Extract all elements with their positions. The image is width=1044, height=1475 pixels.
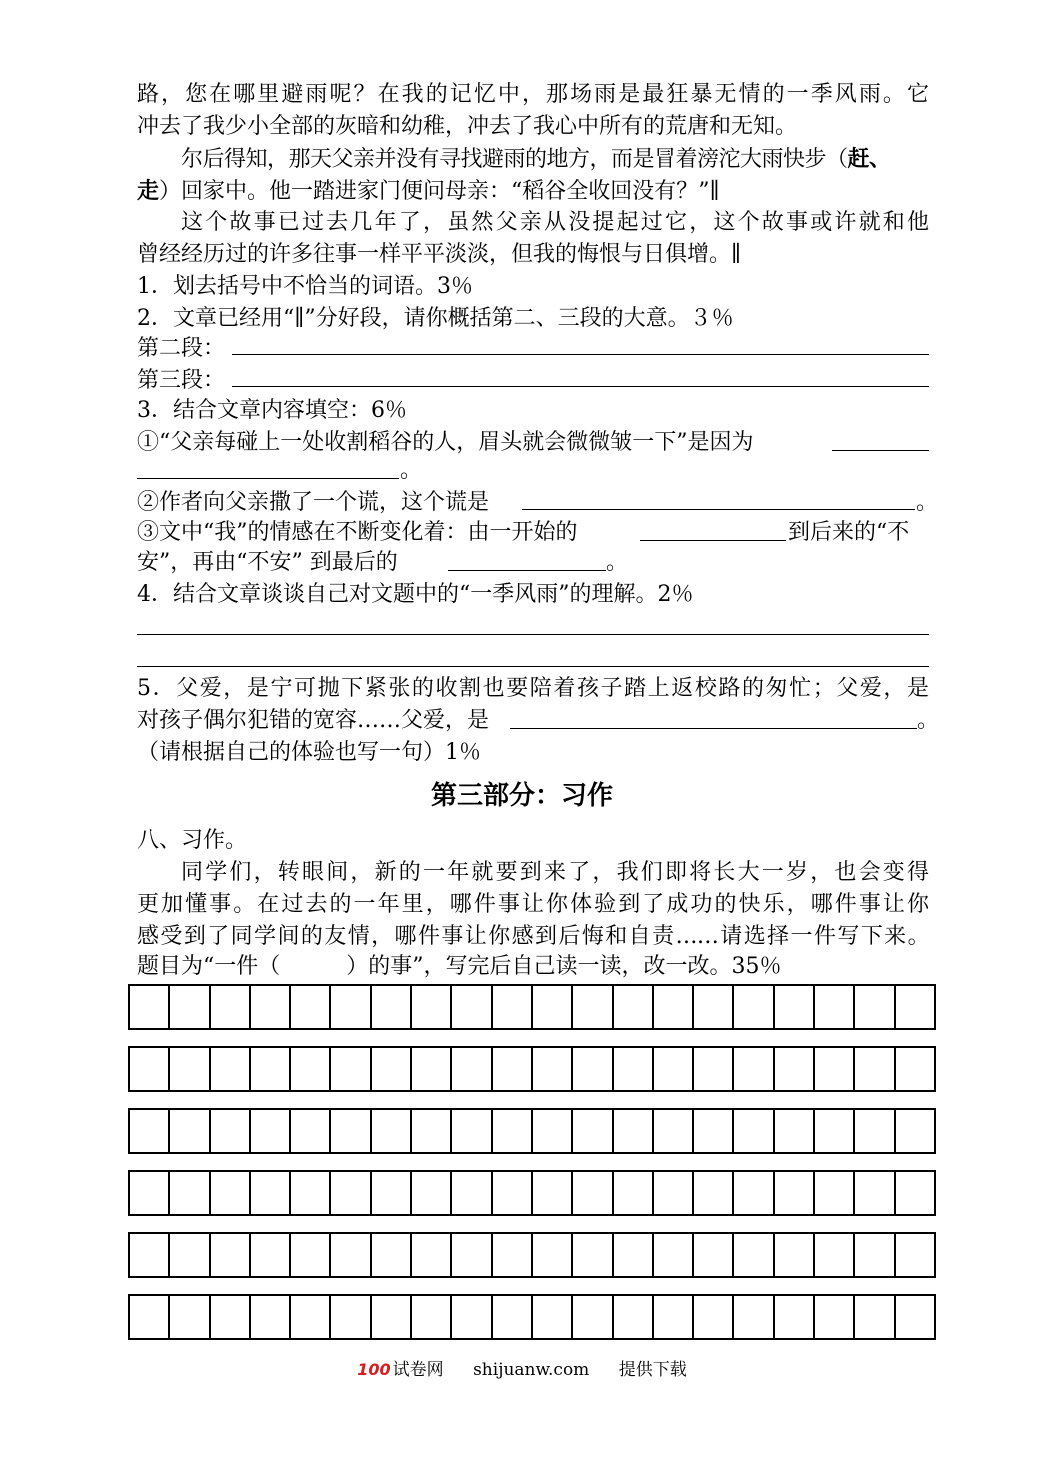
question-5: 5．父爱，是宁可抛下紧张的收割也要陪着孩子踏上返校路的匆忙；父爱，是 bbox=[137, 676, 929, 701]
grid-cell[interactable] bbox=[654, 986, 694, 1030]
grid-cell[interactable] bbox=[331, 1172, 371, 1216]
grid-cell[interactable] bbox=[331, 1234, 371, 1278]
grid-cell[interactable] bbox=[896, 1110, 936, 1154]
question-3-2 bbox=[137, 488, 929, 518]
grid-cell[interactable] bbox=[291, 1172, 331, 1216]
grid-cell[interactable] bbox=[493, 1296, 533, 1340]
grid-cell[interactable] bbox=[533, 1110, 573, 1154]
grid-cell[interactable] bbox=[694, 1172, 734, 1216]
grid-cell[interactable] bbox=[452, 1048, 492, 1092]
grid-cell[interactable] bbox=[896, 1296, 936, 1340]
prompt-line: 题目为“一件（ ）的事”，写完后自己读一读，改一改。35％ bbox=[137, 954, 782, 979]
grid-cell[interactable] bbox=[170, 986, 210, 1030]
grid-cell[interactable] bbox=[896, 1172, 936, 1216]
grid-cell[interactable] bbox=[130, 1172, 170, 1216]
footer bbox=[0, 1358, 1044, 1382]
grid-cell[interactable] bbox=[533, 1296, 573, 1340]
q3-2-text: ②作者向父亲撒了一个谎，这个谎是 bbox=[137, 490, 490, 515]
q3-1-text: ①“父亲每碰上一处收割稻谷的人，眉头就会微微皱一下”是因为 bbox=[137, 430, 754, 455]
grid-cell[interactable] bbox=[573, 1110, 613, 1154]
grid-cell[interactable] bbox=[855, 1110, 895, 1154]
grid-cell[interactable] bbox=[734, 1296, 774, 1340]
grid-cell[interactable] bbox=[855, 1234, 895, 1278]
grid-cell[interactable] bbox=[694, 1048, 734, 1092]
grid-cell[interactable] bbox=[130, 1296, 170, 1340]
grid-cell[interactable] bbox=[493, 1172, 533, 1216]
question-3: 3．结合文章内容填空：6％ bbox=[137, 398, 407, 423]
grid-cell[interactable] bbox=[211, 1110, 251, 1154]
grid-cell[interactable] bbox=[896, 1234, 936, 1278]
answer-line[interactable] bbox=[832, 450, 929, 451]
grid-cell[interactable] bbox=[614, 1110, 654, 1154]
question-5-cont bbox=[137, 706, 929, 736]
q5-text: 对孩子偶尔犯错的宽容……父爱，是 bbox=[137, 708, 490, 733]
question-3-1 bbox=[137, 428, 929, 458]
q3-2-end: 。 bbox=[916, 490, 939, 515]
grid-cell[interactable] bbox=[734, 986, 774, 1030]
grid-row bbox=[128, 1170, 936, 1216]
grid-row bbox=[128, 1232, 936, 1278]
grid-cell[interactable] bbox=[896, 1048, 936, 1092]
logo-mark: 100 bbox=[357, 1360, 391, 1379]
grid-cell[interactable] bbox=[815, 1048, 855, 1092]
grid-cell[interactable] bbox=[251, 1296, 291, 1340]
q3-3-text: ③文中“我”的情感在不断变化着：由一开始的 bbox=[137, 520, 578, 545]
grid-cell[interactable] bbox=[452, 1296, 492, 1340]
logo-text: 试卷网 bbox=[392, 1360, 444, 1380]
grid-cell[interactable] bbox=[412, 1234, 452, 1278]
grid-cell[interactable] bbox=[815, 1296, 855, 1340]
grid-cell[interactable] bbox=[452, 986, 492, 1030]
passage-line: 曾经经历过的许多往事一样平平淡淡，但我的悔恨与日俱增。∥ bbox=[137, 242, 742, 267]
passage-line bbox=[137, 144, 929, 175]
passage-line bbox=[137, 176, 929, 207]
grid-cell[interactable] bbox=[372, 1110, 412, 1154]
grid-cell[interactable] bbox=[493, 1110, 533, 1154]
question-4: 4．结合文章谈谈自己对文题中的“一季风雨”的理解。2％ bbox=[137, 582, 694, 607]
grid-cell[interactable] bbox=[251, 1048, 291, 1092]
answer-line[interactable] bbox=[232, 386, 929, 387]
grid-cell[interactable] bbox=[654, 1296, 694, 1340]
grid-cell[interactable] bbox=[291, 1048, 331, 1092]
choice-word: 走 bbox=[137, 178, 160, 204]
passage-line: 冲去了我少小全部的灰暗和幼稚，冲去了我心中所有的荒唐和无知。 bbox=[137, 114, 798, 139]
answer-line[interactable] bbox=[448, 570, 606, 571]
grid-cell[interactable] bbox=[412, 986, 452, 1030]
grid-cell[interactable] bbox=[211, 986, 251, 1030]
grid-cell[interactable] bbox=[291, 1296, 331, 1340]
grid-cell[interactable] bbox=[694, 1234, 734, 1278]
grid-cell[interactable] bbox=[855, 1048, 895, 1092]
para2-label: 第二段： bbox=[137, 336, 226, 361]
grid-cell[interactable] bbox=[170, 1296, 210, 1340]
grid-cell[interactable] bbox=[775, 1234, 815, 1278]
grid-cell[interactable] bbox=[251, 1110, 291, 1154]
grid-cell[interactable] bbox=[775, 1110, 815, 1154]
grid-cell[interactable] bbox=[815, 1234, 855, 1278]
grid-cell[interactable] bbox=[815, 1172, 855, 1216]
grid-cell[interactable] bbox=[573, 1296, 613, 1340]
grid-row bbox=[128, 1046, 936, 1092]
question-3-3-cont: 安”，再由“不安” 到最后的 bbox=[137, 550, 398, 575]
grid-cell[interactable] bbox=[734, 1048, 774, 1092]
grid-cell[interactable] bbox=[331, 1048, 371, 1092]
grid-cell[interactable] bbox=[170, 1234, 210, 1278]
section-heading: 第三部分：习作 bbox=[430, 781, 613, 811]
answer-line[interactable] bbox=[640, 540, 786, 541]
grid-cell[interactable] bbox=[211, 1048, 251, 1092]
grid-cell[interactable] bbox=[694, 986, 734, 1030]
grid-cell[interactable] bbox=[614, 986, 654, 1030]
grid-cell[interactable] bbox=[694, 1296, 734, 1340]
grid-row bbox=[128, 984, 936, 1030]
question-5-note: （请根据自己的体验也写一句）1％ bbox=[137, 740, 481, 765]
grid-cell[interactable] bbox=[412, 1172, 452, 1216]
grid-cell[interactable] bbox=[614, 1172, 654, 1216]
grid-row bbox=[128, 1108, 936, 1154]
prompt-line: 同学们，转眼间，新的一年就要到来了，我们即将长大一岁，也会变得 bbox=[181, 860, 929, 885]
grid-cell[interactable] bbox=[573, 1172, 613, 1216]
grid-cell[interactable] bbox=[372, 1296, 412, 1340]
grid-cell[interactable] bbox=[654, 1172, 694, 1216]
grid-cell[interactable] bbox=[654, 1234, 694, 1278]
grid-cell[interactable] bbox=[694, 1110, 734, 1154]
grid-cell[interactable] bbox=[412, 1296, 452, 1340]
grid-cell[interactable] bbox=[452, 1172, 492, 1216]
grid-cell[interactable] bbox=[815, 986, 855, 1030]
grid-cell[interactable] bbox=[654, 1110, 694, 1154]
grid-cell[interactable] bbox=[533, 1234, 573, 1278]
grid-cell[interactable] bbox=[533, 1048, 573, 1092]
site-url[interactable]: shijuanw.com bbox=[473, 1360, 590, 1380]
passage-text: 尔后得知，那天父亲并没有寻找避雨的地方，而是冒着滂沱大雨快步（ bbox=[181, 147, 848, 172]
grid-cell[interactable] bbox=[573, 1234, 613, 1278]
passage-line: 路，您在哪里避雨呢？在我的记忆中，那场雨是最狂暴无情的一季风雨。它 bbox=[137, 82, 929, 107]
grid-cell[interactable] bbox=[372, 986, 412, 1030]
grid-cell[interactable] bbox=[734, 1172, 774, 1216]
passage-text: ）回家中。他一踏进家门便问母亲：“稻谷全收回没有？”∥ bbox=[159, 179, 720, 204]
question-1: 1．划去括号中不恰当的词语。3％ bbox=[137, 274, 473, 299]
grid-cell[interactable] bbox=[493, 1234, 533, 1278]
answer-line[interactable] bbox=[510, 728, 917, 729]
para3-label: 第三段： bbox=[137, 368, 226, 393]
grid-cell[interactable] bbox=[170, 1110, 210, 1154]
grid-cell[interactable] bbox=[775, 986, 815, 1030]
grid-cell[interactable] bbox=[251, 986, 291, 1030]
grid-cell[interactable] bbox=[493, 986, 533, 1030]
grid-cell[interactable] bbox=[251, 1172, 291, 1216]
question-2: 2．文章已经用“∥”分好段，请你概括第二、三段的大意。３％ bbox=[137, 306, 734, 331]
grid-cell[interactable] bbox=[775, 1048, 815, 1092]
grid-cell[interactable] bbox=[130, 986, 170, 1030]
grid-cell[interactable] bbox=[614, 1048, 654, 1092]
grid-cell[interactable] bbox=[533, 986, 573, 1030]
grid-cell[interactable] bbox=[251, 1234, 291, 1278]
grid-cell[interactable] bbox=[775, 1296, 815, 1340]
grid-cell[interactable] bbox=[291, 1234, 331, 1278]
grid-cell[interactable] bbox=[372, 1234, 412, 1278]
grid-cell[interactable] bbox=[130, 1234, 170, 1278]
answer-line[interactable] bbox=[137, 478, 399, 479]
grid-cell[interactable] bbox=[734, 1110, 774, 1154]
grid-cell[interactable] bbox=[573, 1048, 613, 1092]
grid-cell[interactable] bbox=[331, 986, 371, 1030]
footer-note: 提供下载 bbox=[618, 1360, 687, 1380]
grid-cell[interactable] bbox=[170, 1048, 210, 1092]
q3-3-text-b: 到后来的“不 bbox=[788, 520, 910, 545]
answer-line[interactable] bbox=[232, 354, 929, 355]
q3-1-end: 。 bbox=[400, 458, 423, 483]
grid-cell[interactable] bbox=[130, 1048, 170, 1092]
grid-cell[interactable] bbox=[211, 1172, 251, 1216]
grid-cell[interactable] bbox=[573, 986, 613, 1030]
prompt-line: 感受到了同学间的友情，哪件事让你感到后悔和自责……请选择一件写下来。 bbox=[137, 924, 929, 949]
answer-line[interactable] bbox=[137, 666, 929, 667]
answer-line[interactable] bbox=[137, 634, 929, 635]
q3-3-end: 。 bbox=[606, 550, 629, 575]
grid-cell[interactable] bbox=[614, 1296, 654, 1340]
grid-cell[interactable] bbox=[331, 1110, 371, 1154]
grid-cell[interactable] bbox=[896, 986, 936, 1030]
prompt-line: 更加懂事。在过去的一年里，哪件事让你体验到了成功的快乐，哪件事让你 bbox=[137, 892, 929, 917]
grid-cell[interactable] bbox=[815, 1110, 855, 1154]
grid-cell[interactable] bbox=[130, 1110, 170, 1154]
q5-end: 。 bbox=[917, 708, 940, 733]
choice-word: 赶、 bbox=[847, 146, 891, 172]
section-subheading: 八、习作。 bbox=[137, 828, 248, 853]
grid-cell[interactable] bbox=[493, 1048, 533, 1092]
grid-cell[interactable] bbox=[372, 1048, 412, 1092]
grid-cell[interactable] bbox=[533, 1172, 573, 1216]
grid-cell[interactable] bbox=[412, 1110, 452, 1154]
grid-cell[interactable] bbox=[734, 1234, 774, 1278]
grid-cell[interactable] bbox=[372, 1172, 412, 1216]
grid-cell[interactable] bbox=[452, 1110, 492, 1154]
grid-cell[interactable] bbox=[654, 1048, 694, 1092]
passage-line: 这个故事已过去几年了，虽然父亲从没提起过它，这个故事或许就和他 bbox=[181, 210, 929, 235]
grid-cell[interactable] bbox=[775, 1172, 815, 1216]
grid-cell[interactable] bbox=[855, 1296, 895, 1340]
grid-cell[interactable] bbox=[614, 1234, 654, 1278]
answer-line[interactable] bbox=[522, 509, 915, 510]
grid-cell[interactable] bbox=[331, 1296, 371, 1340]
grid-cell[interactable] bbox=[452, 1234, 492, 1278]
grid-cell[interactable] bbox=[855, 986, 895, 1030]
grid-cell[interactable] bbox=[291, 1110, 331, 1154]
grid-cell[interactable] bbox=[211, 1296, 251, 1340]
grid-row bbox=[128, 1294, 936, 1340]
grid-cell[interactable] bbox=[211, 1234, 251, 1278]
grid-cell[interactable] bbox=[412, 1048, 452, 1092]
grid-cell[interactable] bbox=[291, 986, 331, 1030]
grid-cell[interactable] bbox=[170, 1172, 210, 1216]
grid-cell[interactable] bbox=[855, 1172, 895, 1216]
